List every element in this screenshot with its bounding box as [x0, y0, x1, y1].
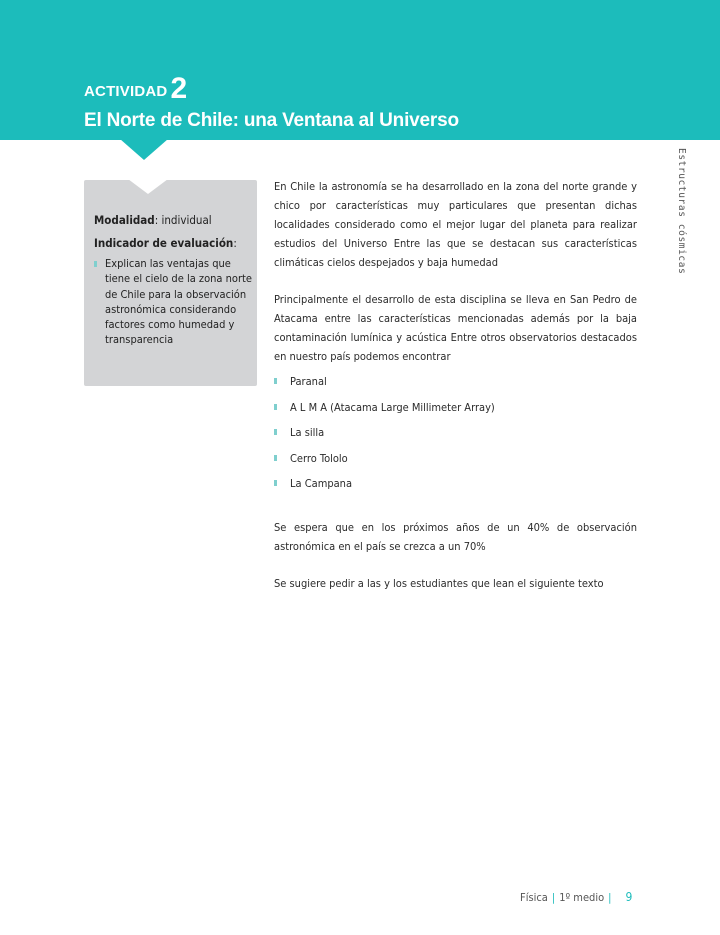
page-number: 9	[625, 890, 633, 904]
list-item: La silla	[274, 423, 495, 449]
header-notch-arrow	[120, 139, 168, 160]
observatory-list	[274, 372, 495, 500]
indicador-heading: Indicador de evaluación:	[94, 236, 237, 250]
activity-number: 2	[170, 72, 188, 105]
page-title: El Norte de Chile: una Ventana al Universo	[84, 110, 459, 131]
list-item: A L M A (Atacama Large Millimeter Array)	[274, 398, 495, 424]
footer-level: 1º medio	[559, 891, 605, 904]
info-box	[84, 180, 257, 386]
modalidad-label: Modalidad	[94, 213, 155, 227]
paragraph-3: Se espera que en los próximos años de un 40% de observación astronómica en el país se crezca a un 70%	[274, 521, 637, 553]
bullet-icon	[94, 261, 97, 267]
paragraph-4: Se sugiere pedir a las y los estudiantes que lean el siguiente texto	[274, 577, 604, 590]
bullet-icon	[274, 404, 277, 410]
bullet-icon	[274, 480, 277, 486]
section-side-tab: Estructuras cósmicas	[676, 148, 687, 275]
bullet-icon	[274, 378, 277, 384]
footer-separator: |	[608, 891, 612, 904]
page-footer	[520, 890, 632, 904]
list-item: Paranal	[274, 372, 495, 398]
bullet-icon	[274, 429, 277, 435]
list-item: La Campana	[274, 474, 495, 500]
info-box-notch	[128, 179, 168, 194]
indicator-text: Explican las ventajas que tiene el cielo de la zona norte de Chile para la observación astronómica considerando factores como humedad y transparencia	[105, 257, 252, 347]
bullet-icon	[274, 455, 277, 461]
modalidad-value: : individual	[154, 213, 212, 227]
footer-separator: |	[551, 891, 556, 904]
indicador-label: Indicador de evaluación	[94, 236, 234, 250]
list-item: Cerro Tololo	[274, 449, 495, 475]
paragraph-1: En Chile la astronomía se ha desarrollado en la zona del norte grande y chico por características muy particulares que presentan dichas localidades considerado como el mejor lugar del planeta para realizar estudios del Universo Entre las que se destacan sus características climáticas cielos despejados y baja humedad	[274, 180, 637, 269]
activity-label	[84, 72, 187, 106]
activity-word: ACTIVIDAD	[84, 83, 168, 100]
modalidad	[94, 213, 212, 227]
indicator-item	[94, 256, 252, 348]
paragraph-2: Principalmente el desarrollo de esta disciplina se lleva en San Pedro de Atacama entre las características mencionadas además por la baja contaminación lumínica y acústica Entre otros observatorios destacados en nuestro país podemos encontrar	[274, 293, 637, 363]
footer-subject: Física	[520, 891, 548, 904]
